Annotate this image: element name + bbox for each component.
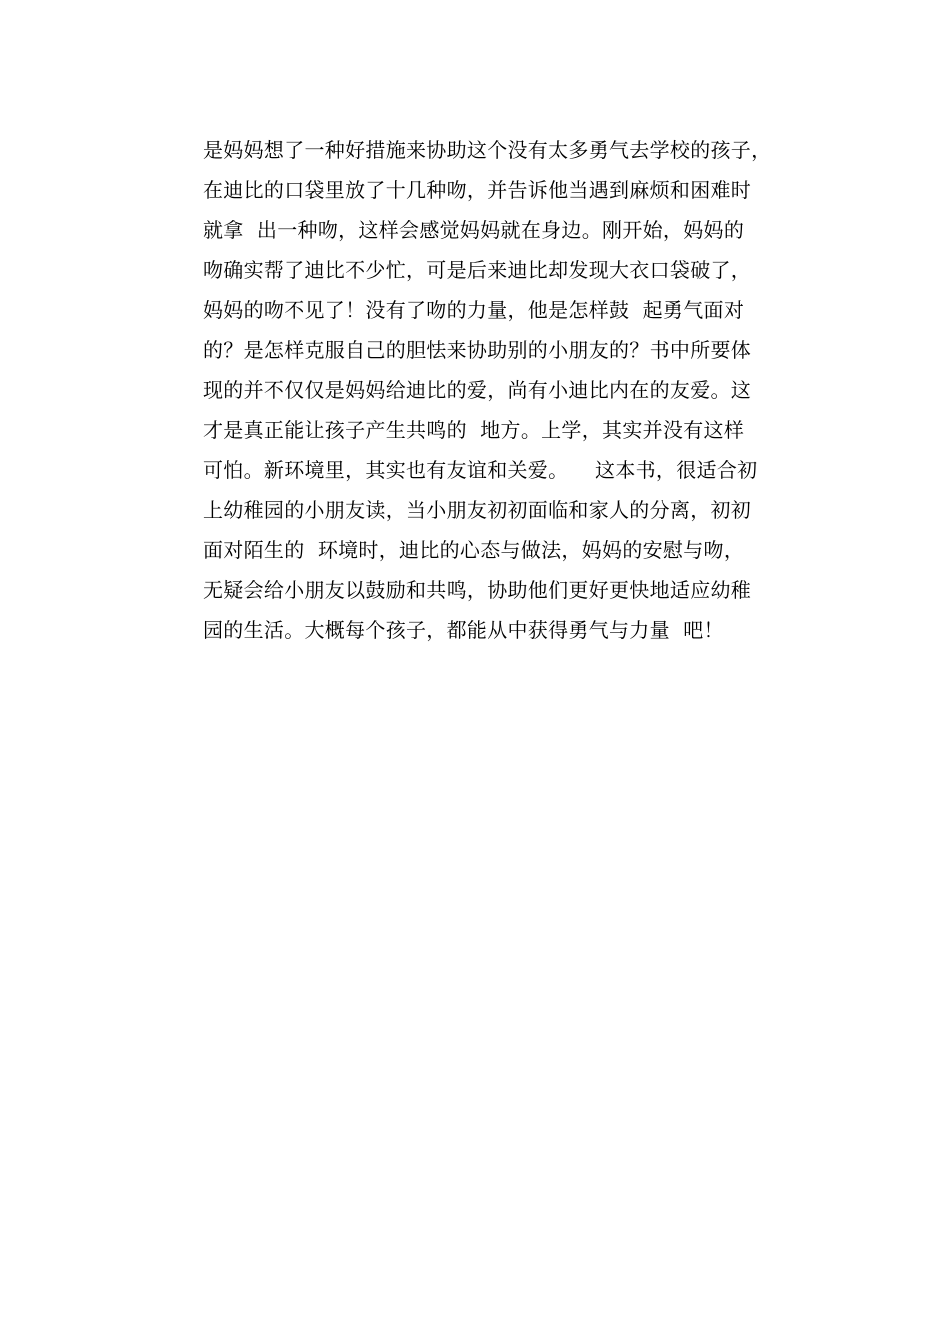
text-line: 才是真正能让孩子产生共鸣的 地方。上学，其实并没有这样 — [203, 418, 745, 442]
text-line: 就拿 出一种吻，这样会感觉妈妈就在身边。刚开始，妈妈的 — [203, 218, 745, 242]
text-line: 的？是怎样克服自己的胆怯来协助别的小朋友的？书中所要体 — [203, 338, 752, 362]
text-line: 是妈妈想了一种好措施来协助这个没有太多勇气去学校的孩子， — [203, 138, 772, 162]
text-line: 园的生活。大概每个孩子，都能从中获得勇气与力量 吧！ — [203, 618, 724, 642]
text-line: 面对陌生的 环境时，迪比的心态与做法，妈妈的安慰与吻， — [203, 538, 745, 562]
text-line: 在迪比的口袋里放了十几种吻，并告诉他当遇到麻烦和困难时 — [203, 178, 752, 202]
text-line: 吻确实帮了迪比不少忙，可是后来迪比却发现大衣口袋破了， — [203, 258, 752, 282]
text-line: 上幼稚园的小朋友读，当小朋友初初面临和家人的分离，初初 — [203, 498, 752, 522]
body-text — [203, 130, 843, 650]
text-line: 妈妈的吻不见了！没有了吻的力量，他是怎样鼓 起勇气面对 — [203, 298, 745, 322]
text-line: 现的并不仅仅是妈妈给迪比的爱，尚有小迪比内在的友爱。这 — [203, 378, 752, 402]
text-line: 可怕。新环境里，其实也有友谊和关爱。 这本书，很适合初 — [203, 458, 758, 482]
text-line: 无疑会给小朋友以鼓励和共鸣，协助他们更好更快地适应幼稚 — [203, 578, 752, 602]
